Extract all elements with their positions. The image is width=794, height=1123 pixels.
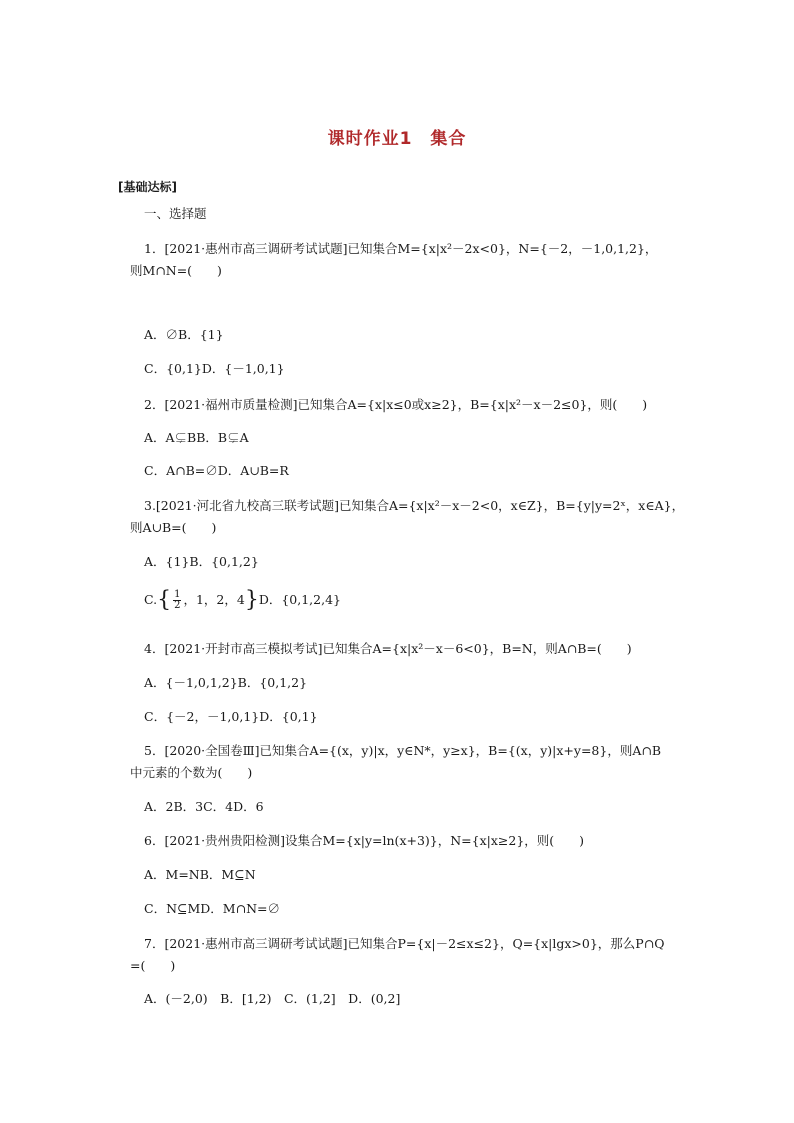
question-4-options-ab: A．{－1,0,1,2}B．{0,1,2} (144, 675, 308, 690)
question-7-options: A．(－2,0) B．[1,2) C．(1,2] D．(0,2] (144, 991, 401, 1006)
brace-right-icon: } (244, 587, 259, 613)
fraction: $\frac{1}{2}$ (174, 589, 181, 611)
question-2-stem: 2．[2021·福州市质量检测]已知集合A={x|x≤0或x≥2}，B={x|x²－x－2≤0}，则( ) (144, 397, 648, 412)
question-3-options-cd (144, 587, 341, 613)
question-3-stem: 3.[2021·河北省九校高三联考试题]已知集合A={x|x²－x－2<0，x∈Z}，B={y|y=2ˣ，x∈A}， (144, 498, 685, 513)
question-2-options-ab: A．A⊊BB．B⊊A (144, 430, 249, 445)
question-5-stem: 5．[2020·全国卷Ⅲ]已知集合A={(x，y)|x，y∈N*，y≥x}，B={(x，y)|x+y=8}，则A∩B (144, 743, 662, 758)
question-1-stem-cont: 则M∩N=( ) (130, 263, 222, 278)
question-4-options-cd: C．{－2，－1,0,1}D．{0,1} (144, 709, 318, 724)
question-1-options-ab: A．∅B．{1} (144, 327, 224, 342)
question-5-options: A．2B．3C．4D．6 (144, 799, 264, 814)
question-7-stem: 7．[2021·惠州市高三调研考试试题]已知集合P={x|－2≤x≤2}，Q={x|lgx>0}，那么P∩Q (144, 936, 665, 951)
question-5-stem-cont: 中元素的个数为( ) (130, 765, 253, 780)
question-4-stem: 4．[2021·开封市高三模拟考试]已知集合A={x|x²－x－6<0}，B=N，则A∩B=( ) (144, 641, 632, 656)
question-7-stem-cont: =( ) (130, 958, 176, 973)
question-6-options-cd: C．N⊆MD．M∩N=∅ (144, 901, 280, 916)
brace-left-icon: { (157, 587, 172, 613)
option-d: D．{0,1,2,4} (258, 592, 341, 607)
part-heading: 一、选择题 (144, 206, 207, 221)
question-6-options-ab: A．M=NB．M⊆N (144, 867, 256, 882)
section-heading: [基础达标] (118, 180, 177, 194)
option-c-rest: ，1，2，4 (183, 592, 245, 607)
question-2-options-cd: C．A∩B=∅D．A∪B=R (144, 463, 289, 478)
question-1-options-cd: C．{0,1}D．{－1,0,1} (144, 361, 285, 376)
question-3-options-ab: A．{1}B．{0,1,2} (144, 554, 259, 569)
question-1-stem: 1．[2021·惠州市高三调研考试试题]已知集合M={x|x²－2x<0}，N={－2，－1,0,1,2}， (144, 241, 658, 256)
question-3-stem-cont: 则A∪B=( ) (130, 520, 217, 535)
option-c-label: C. (144, 592, 158, 607)
question-6-stem: 6．[2021·贵州贵阳检测]设集合M={x|y=ln(x+3)}，N={x|x≥2}，则( ) (144, 833, 585, 848)
page-title: 课时作业1 集合 (327, 129, 467, 149)
